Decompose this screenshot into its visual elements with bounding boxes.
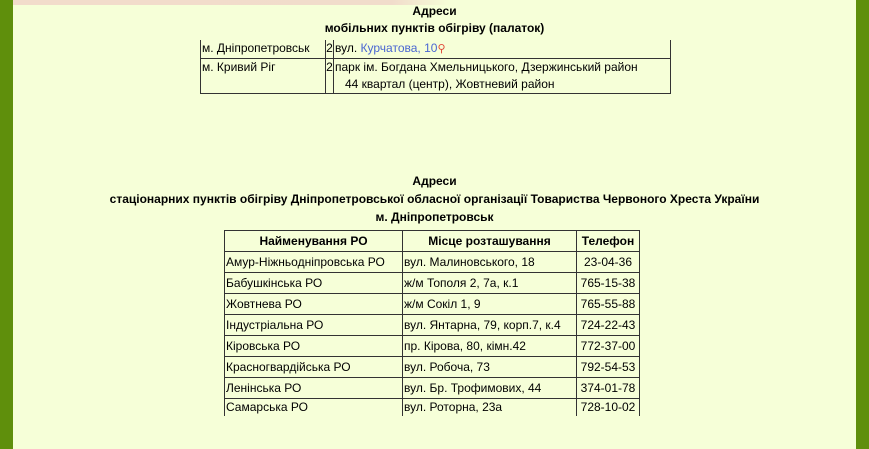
org-name: Ленінська РО [225, 378, 403, 399]
table-row [225, 252, 640, 273]
table-row [225, 294, 640, 315]
org-phone: 765-55-88 [577, 294, 640, 315]
table-row [225, 357, 640, 378]
mobile-city: м. Дніпропетровськ [201, 40, 326, 59]
mobile-address [334, 59, 671, 94]
org-name: Індустріальна РО [225, 315, 403, 336]
org-phone: 772-37-00 [577, 336, 640, 357]
org-address: пр. Кірова, 80, кімн.42 [403, 336, 577, 357]
table-row [201, 40, 671, 59]
stationary-title: Адреси [412, 174, 457, 188]
address-line: 44 квартал (центр), Жовтневий район [345, 77, 555, 91]
org-address: вул. Роторна, 23а [403, 399, 577, 417]
mobile-count: 2 [326, 40, 334, 59]
org-address: вул. Янтарна, 79, корп.7, к.4 [403, 315, 577, 336]
org-phone: 792-54-53 [577, 357, 640, 378]
org-phone: 724-22-43 [577, 315, 640, 336]
org-address: вул. Бр. Трофимових, 44 [403, 378, 577, 399]
org-name: Амур-Ніжньодніпровська РО [225, 252, 403, 273]
mobile-subtitle: мобільних пунктів обігріву (палаток) [324, 21, 545, 35]
org-name: Кіровська РО [225, 336, 403, 357]
stationary-subtitle: стаціонарних пунктів обігріву Дніпропетровської обласної організації Товариства Червоного Хреста України [109, 192, 760, 206]
org-phone: 374-01-78 [577, 378, 640, 399]
stationary-points-table [224, 230, 640, 416]
column-header-place: Місце розташування [403, 231, 577, 252]
address-line: парк ім. Богдана Хмельницького, Дзержинський район [335, 60, 638, 74]
org-address: вул. Робоча, 73 [403, 357, 577, 378]
org-address: ж/м Сокіл 1, 9 [403, 294, 577, 315]
org-name: Бабушкінська РО [225, 273, 403, 294]
org-name: Красногвардійська РО [225, 357, 403, 378]
page-content [13, 0, 856, 449]
mobile-points-table [200, 40, 671, 94]
org-phone: 23-04-36 [577, 252, 640, 273]
table-row [225, 273, 640, 294]
table-row [225, 399, 640, 417]
org-name: Жовтнева РО [225, 294, 403, 315]
org-address: вул. Малиновського, 18 [403, 252, 577, 273]
mobile-city: м. Кривий Ріг [201, 59, 326, 94]
table-header-row [225, 231, 640, 252]
table-row [225, 315, 640, 336]
table-row [201, 59, 671, 94]
org-address: ж/м Тополя 2, 7а, к.1 [403, 273, 577, 294]
org-name: Самарська РО [225, 399, 403, 417]
mobile-title: Адреси [412, 4, 457, 18]
address-prefix: вул. [335, 41, 361, 55]
map-pin-icon[interactable]: ⚲ [437, 43, 446, 55]
org-phone: 765-15-38 [577, 273, 640, 294]
mobile-address [334, 40, 671, 59]
mobile-count: 2 [326, 59, 334, 94]
org-phone: 728-10-02 [577, 399, 640, 417]
table-row [225, 336, 640, 357]
column-header-name: Найменування РО [225, 231, 403, 252]
column-header-phone: Телефон [577, 231, 640, 252]
stationary-city: м. Дніпропетровськ [375, 210, 494, 224]
table-row [225, 378, 640, 399]
address-map-link[interactable]: Курчатова, 10 [360, 41, 438, 55]
